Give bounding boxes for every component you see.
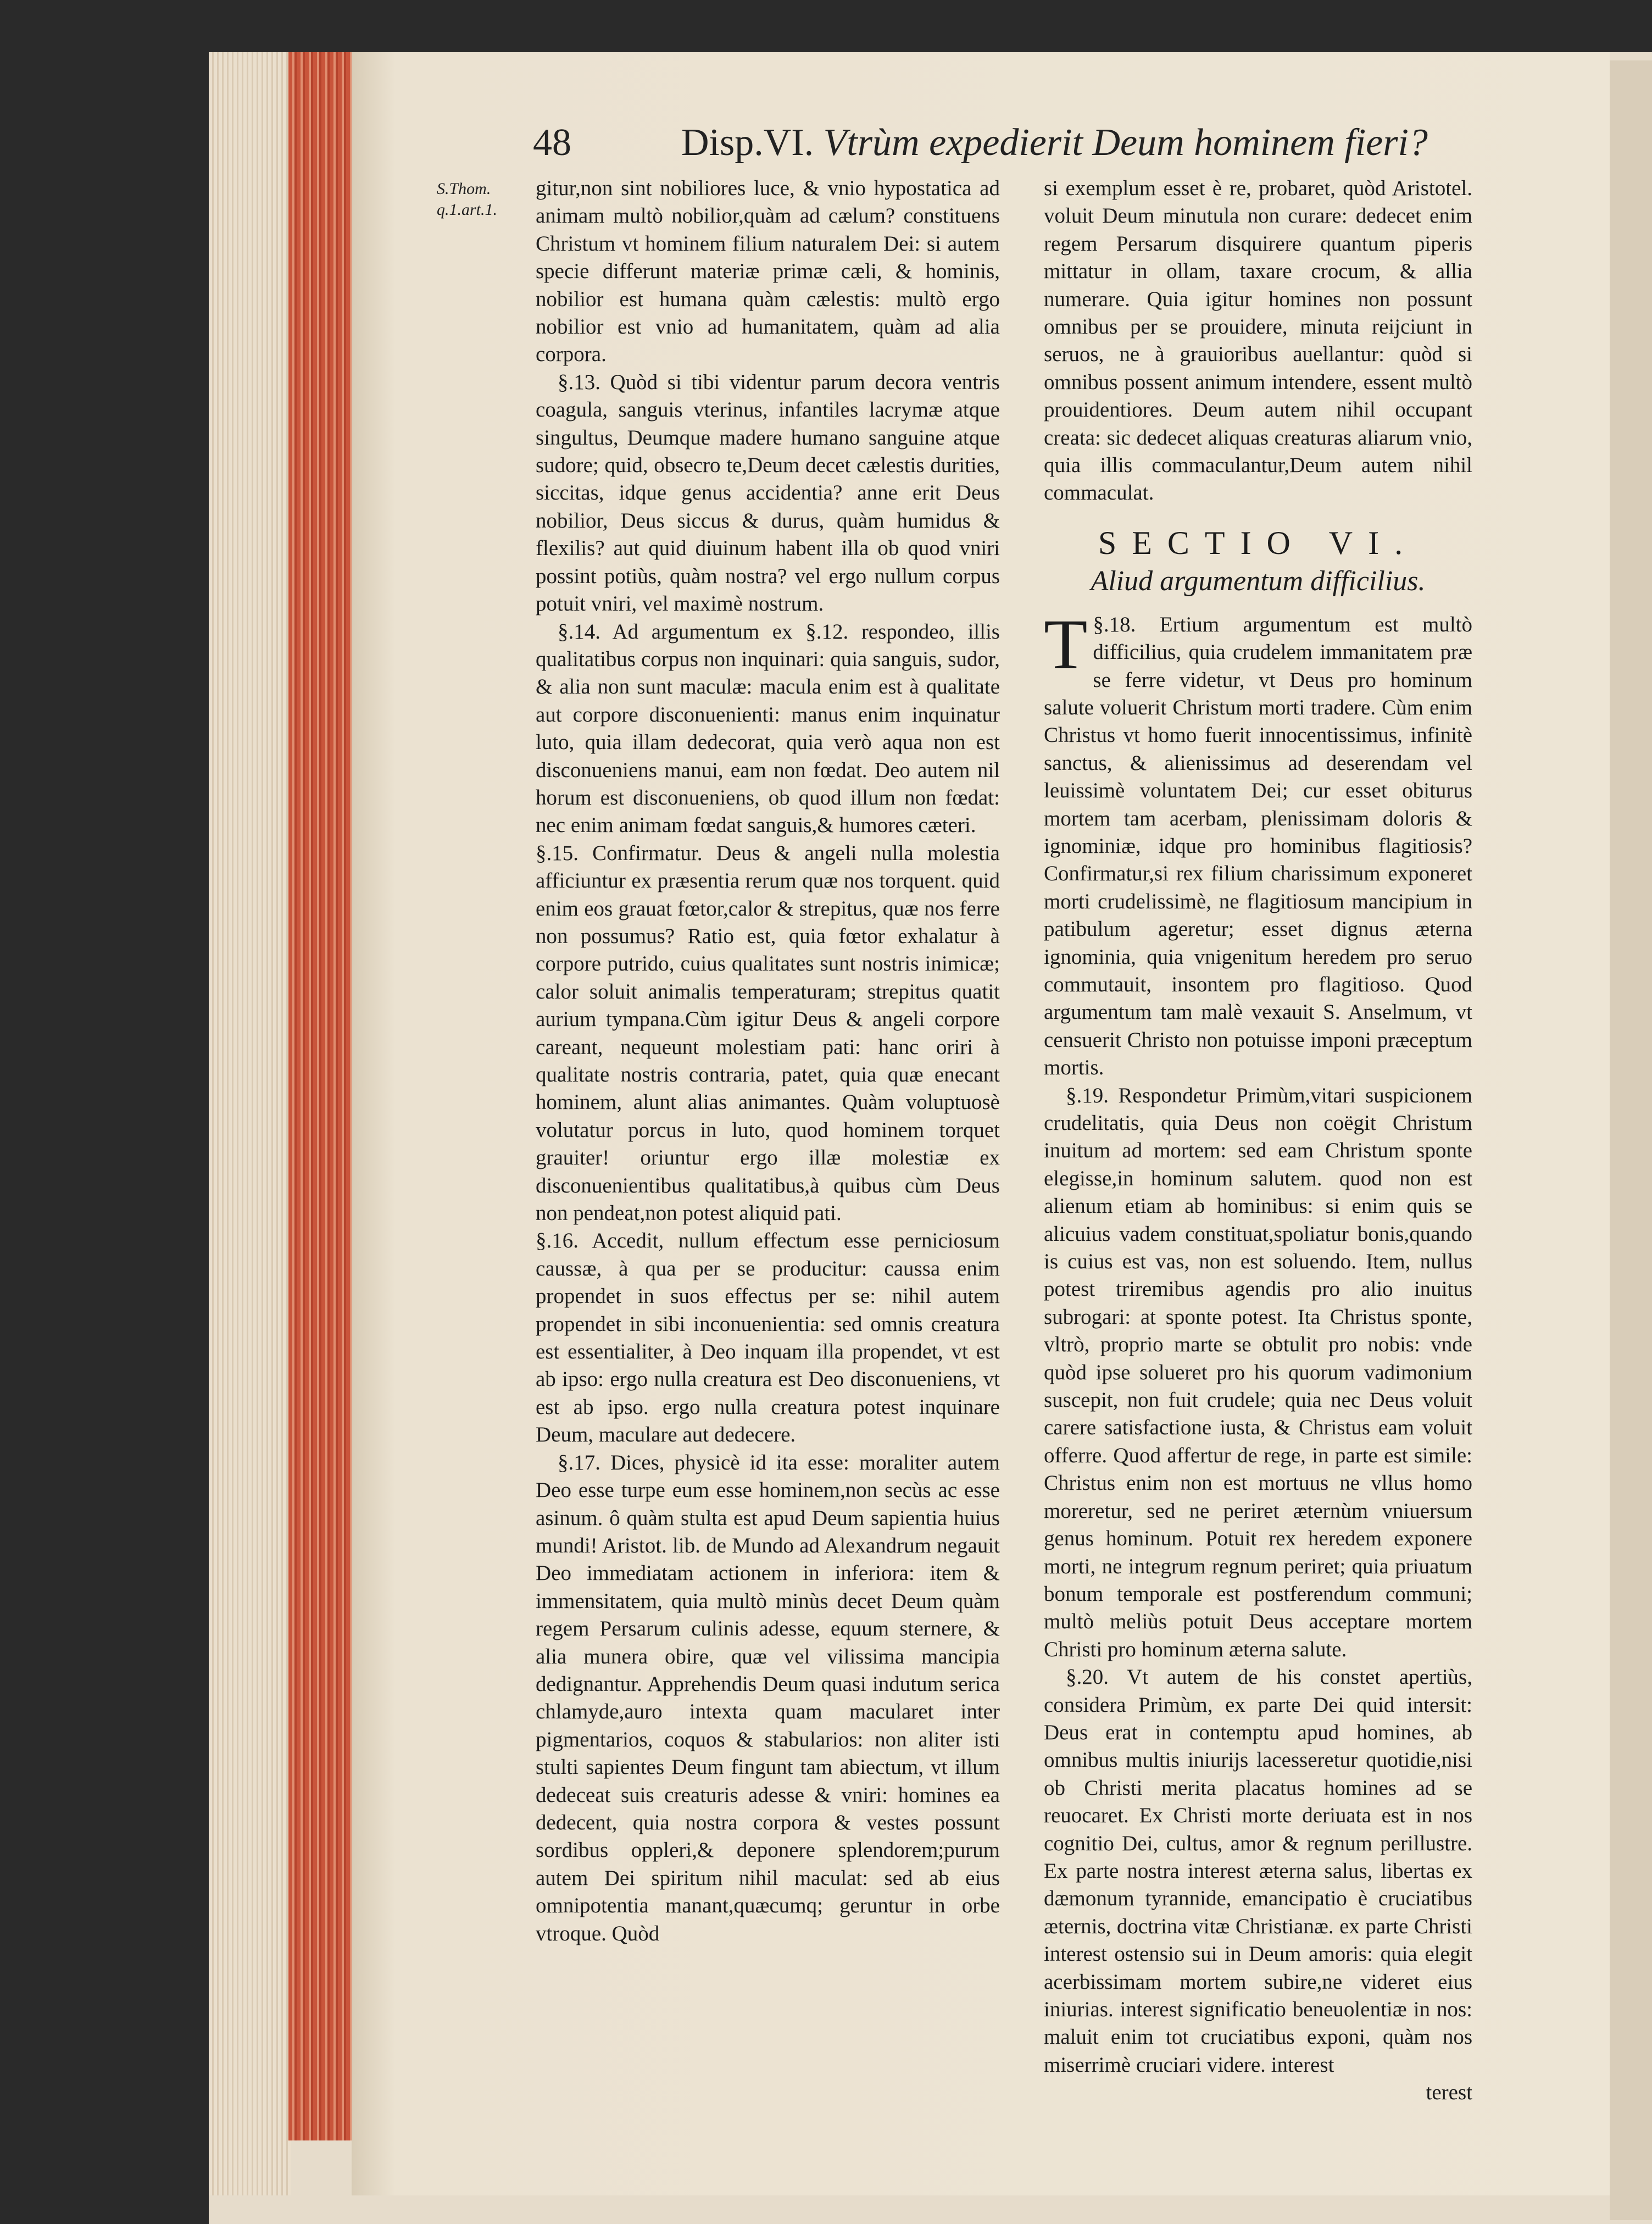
paragraph: §.13. Quòd si tibi videntur parum decora ventris coagula, sanguis vterinus, infantiles lacrymæ atque singultus, Deumque madere humano sanguine atque sudore; quid, obsecro te,Deum decet cælestis durities, siccitas, idque genus accidentia? anne erit Deus nobilior, Deus siccus & durus, quàm humidus & flexilis? aut quid diuinum habent illa ob quod vniri possint potiùs, quàm nostra? vel ergo nullum corpus potuit vniri, vel maximè nostrum. <box>536 370 1000 616</box>
paragraph: §.19. Respondetur Primùm,vitari suspicionem crudelitatis, quia Deus non coëgit Christum inuitum ad mortem: sed eam Christum sponte elegisse,in hominum salutem. quod non est alienum etiam ab hominibus: si enim quis se alicuius vadem constituat,spoliatur bonis,quando is cuius est vas, non est soluendo. Item, nullus potest triremibus agendis pro alio inuitus subrogari: at sponte potest. Ita Christus sponte, vltrò, proprio marte se obtulit pro nobis: vnde quòd ipse solueret pro his quorum vadimonium suscepit, non fuit crudele; quia nec Deus voluit carere satisfactione iusta, & Christus eam voluit offerre. Quod affertur de rege, in parte est simile: Christus enim non est mortuus ne vllus homo moreretur, sed ne periret æternùm vniuersum genus hominum. Potuit rex heredem exponere morti, ne integrum regnum periret; quia priuatum bonum temporale est postferendum communi; multò meliùs potuit Deus acceptare mortem Christi pro hominum æterna salute. <box>1044 1083 1472 1661</box>
catchword: terest <box>1426 2081 1472 2105</box>
facing-page-edge <box>1610 60 1652 2220</box>
paragraph: §.17. Dices, physicè id ita esse: moraliter autem Deo esse turpe eum esse hominem,non secùs ac esse asinum. ô quàm stulta est apud Deum sapientia huius mundi! Aristot. lib. de Mundo ad Alexandrum negauit Deo immediatam actionem in inferiora: item & immensitatem, quia multò minùs decet Deum quàm regem Persarum culinis adesse, equum sternere, & alia munera obire, quæ vel vilissima mancipia dedignantur. Apprehendis Deum quasi indutum serica chlamyde,auro intexta quam macularet inter pigmentarios, coquos & stabularios: non aliter isti stulti sapientes Deum fingunt tam abiectum, vt illum dedeceat suis creaturis adesse & vniri: homines ea dedecent, quia nostra corpora & vestes possunt sordibus oppleri,& deponere splendorem;purum autem Dei spiritum nihil maculat: sed ab eius omnipotentia manant,quæcumq; geruntur in orbe vtroque. Quòd <box>536 1450 1000 1945</box>
paragraph: si exemplum esset è re, probaret, quòd Aristotel. voluit Deum minutula non curare: dedecet enim regem Persarum disquirere quantum piperis mittatur in ollam, taxare crocum, & allia numerare. Quia igitur homines non possunt omnibus per se prouidere, minuta reijciunt in seruos, ne à grauioribus auellantur: quòd si omnibus possent animum intendere, essent multò prouidentiores. Deum autem nihil occupant creata: sic dedecet aliquas creaturas aliarum vnio, quia illis commaculantur,Deum autem nihil commaculat. <box>1044 176 1472 505</box>
margin-note-line: q.1.art.1. <box>437 201 498 219</box>
paragraph-text: Ertium argumentum est multò difficilius, quia crudelem immanitatem præ se ferre videtur, vt Deus pro hominum salute voluerit Christum morti tradere. Cùm enim Christus vt homo fuerit innocentissimus, infinitè sanctus, & alienissimus ad deserendam vel leuissimè voluntatem Dei; cur esset obiturus mortem tam acerbam, plenissimam doloris & ignominiæ, idque pro hominibus flagitiosis? Confirmatur,si rex filium charissimum exponeret morti crudelissimè, ne flagitiosum mancipium in patibulum ageretur; esset dignus æterna ignominia, quia vnigenitum heredem pro seruo commutauit, insontem pro flagitioso. Quod argumentum tam malè vexauit S. Anselmum, vt censuerit Christo non potuisse imponi præceptum mortis. <box>1044 612 1473 1080</box>
section-subtitle: Aliud argumentum difficilius. <box>1091 565 1426 597</box>
paragraph <box>1044 604 1473 1082</box>
running-header <box>533 121 1428 176</box>
margin-note-line: S.Thom. <box>437 180 491 198</box>
disp-label: Disp.VI. <box>681 121 814 164</box>
paragraph: §.15. Confirmatur. Deus & angeli nulla molestia afficiuntur ex præsentia rerum quæ nos torquent. quid enim eos grauat fœtor,calor & strepitus, quæ nos ferre non possumus? Ratio est, quia fœtor exhalatur à corpore putrido, cuius qualitates sunt nostris inimicæ; calor soluit animalis temperaturam; strepitus quatit aurium tympana.Cùm igitur Deus & angeli corpore careant, nequeunt molestiam pati: hanc oriri à qualitate nostris contraria, patet, quia quæ enecant hominem, alunt alias animantes. Quàm voluptuosè volutatur porcus in luto, quod hominem torquet grauiter! oriuntur ergo illæ molestiæ ex disconuenientibus qualitatibus,à quibus cùm Deus non pendeat,non potest aliquid pati. <box>536 841 1000 1225</box>
page-edges <box>209 52 291 2195</box>
margin-note <box>437 179 536 220</box>
right-column <box>1044 175 1472 2107</box>
paragraph: gitur,non sint nobiliores luce, & vnio hypostatica ad animam multò nobilior,quàm ad cælum? constituens Christum vt hominem filium naturalem Dei: si autem specie differunt materiæ primæ cæli, & hominis, nobilior est humana quàm cælestis: multò ergo nobilior est vnio ad humanitatem, quàm ad alia corpora. <box>536 176 1000 367</box>
header-title: Vtrùm expedierit Deum hominem fieri? <box>823 121 1428 164</box>
paragraph: §.16. Accedit, nullum effectum esse perniciosum caussæ, à qua per se producitur: caussa enim propendet in suos effectus per se: nihil autem propendet in sibi inconuenientia: sed omnis creatura est essentialiter, à Deo inquam illa propendet, vt est ab ipso: ergo nulla creatura est Deo disconueniens, vt est ab ipso. ergo nulla creatura potest inquinare Deum, maculare aut dedecere. <box>536 1229 1000 1447</box>
page-number: 48 <box>533 121 571 164</box>
left-column <box>536 175 1000 1948</box>
paragraph: §.14. Ad argumentum ex §.12. respondeo, illis qualitatibus corpus non inquinari: quia sanguis, sudor, & alia non sunt maculæ: macula enim est à qualitate aut corpore disconuenienti: manus enim inquinatur luto, quia illam dedecorat, quia verò aqua non est disconueniens manui, eam non fœdat. Deo autem nil horum est disconueniens, ob quod illum non fœdat: nec enim animam fœdat sanguis,& humores cæteri. <box>536 619 1000 838</box>
drop-cap: T <box>1044 604 1088 684</box>
paragraph: §.20. Vt autem de his constet apertiùs, considera Primùm, ex parte Dei quid intersit: Deus erat in contemptu apud homines, ab omnibus multis iniurijs lacesseretur quotidie,nisi ob Christi merita placatus homines ad se reuocaret. Ex Christi morte deriuata est in nos cognitio Dei, cultus, amor & regnum perillustre. Ex parte nostra interest æterna salus, libertas ex dæmonum tyrannide, emancipatio è cruciatibus æternis, doctrina vitæ Christianæ. ex parte Christi interest ostensio sui in Deum amoris: quia elegit acerbissimam mortem subire,ne videret eius iniurias. interest significatio beneuolentiæ in nos: maluit enim tot cruciatibus exponi, quàm nos miserrimè cruciari videre. interest <box>1044 1665 1472 2077</box>
section-number: §.18. <box>1093 612 1136 636</box>
section-title: SECTIO VI. <box>1098 524 1419 561</box>
red-page-edges <box>288 52 354 2140</box>
running-title <box>681 121 1428 165</box>
